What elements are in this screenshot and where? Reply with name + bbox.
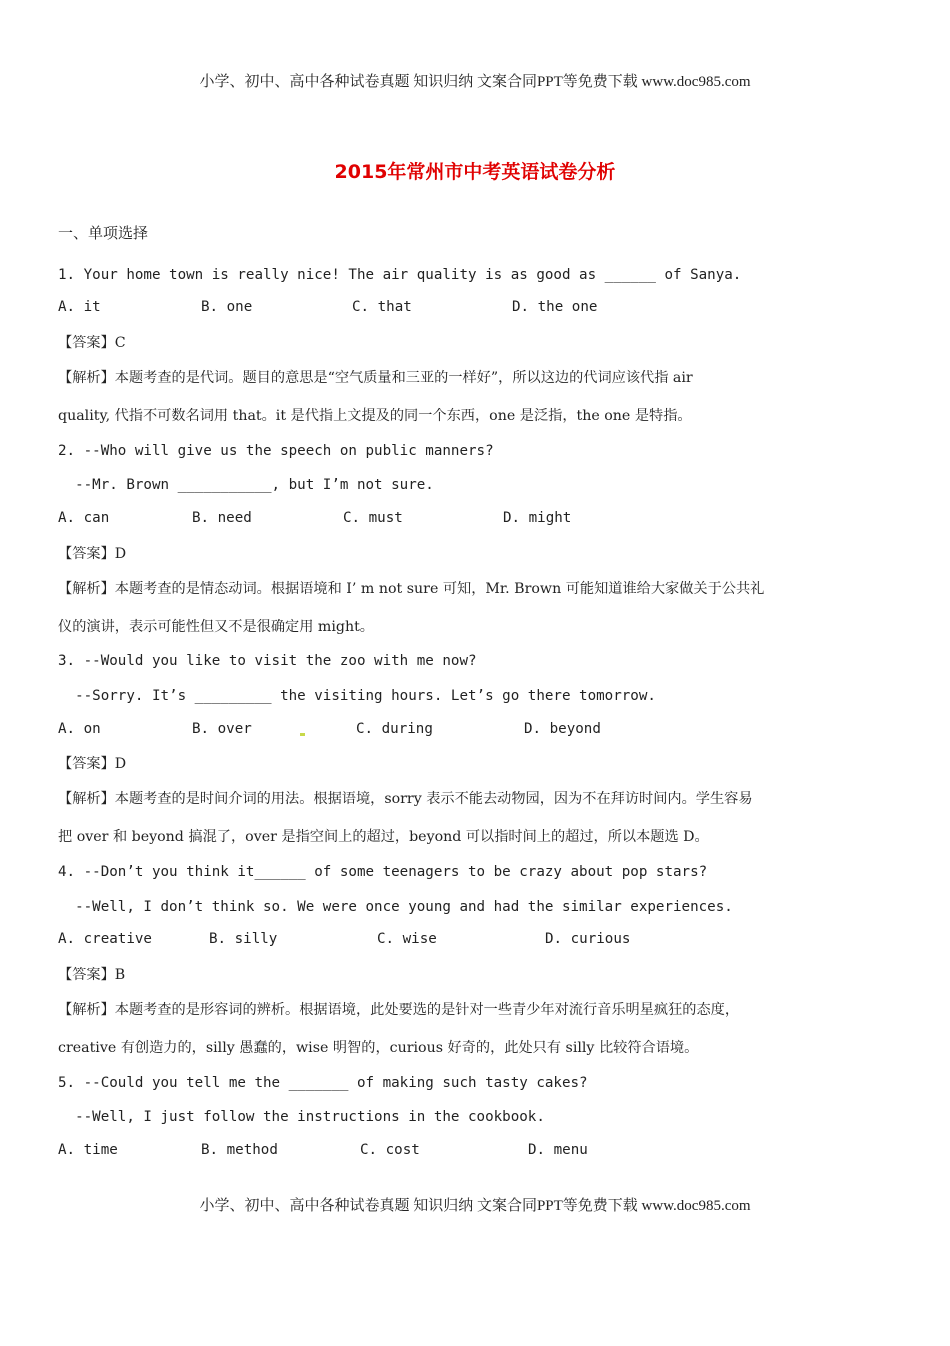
q1-option-d: D. the one [512,299,598,315]
q5-option-d: D. menu [528,1142,588,1158]
question-2-reply: --Mr. Brown ___________, but I’m not sure. [58,477,434,493]
q2-option-d: D. might [503,510,572,526]
q5-option-c: C. cost [360,1142,420,1158]
q3-analysis-line-2: 把 over 和 beyond 搞混了，over 是指空间上的超过，beyond 可以指时间上的超过，所以本题选 D。 [58,829,709,845]
ink-speck [300,733,305,736]
q3-analysis-line-1: 【解析】本题考查的是时间介词的用法。根据语境，sorry 表示不能去动物园，因为不在拜访时间内。学生容易 [58,791,753,807]
q2-analysis-line-1: 【解析】本题考查的是情态动词。根据语境和 I’ m not sure 可知，Mr. Brown 可能知道谁给大家做关于公共礼 [58,581,765,597]
q2-option-a: A. can [58,510,110,526]
q5-option-a: A. time [58,1142,118,1158]
q2-analysis-line-2: 仪的演讲，表示可能性但又不是很确定用 might。 [58,619,374,635]
q4-option-b: B. silly [209,931,278,947]
page-footer: 小学、初中、高中各种试卷真题 知识归纳 文案合同PPT等免费下载 www.doc985.com [199,1198,751,1214]
q1-option-c: C. that [352,299,412,315]
q4-answer: 【答案】B [58,967,126,983]
page-header: 小学、初中、高中各种试卷真题 知识归纳 文案合同PPT等免费下载 www.doc985.com [199,74,751,90]
q4-option-c: C. wise [377,931,437,947]
q2-option-b: B. need [192,510,252,526]
section-heading: 一、单项选择 [58,224,149,242]
question-4-reply: --Well, I don’t think so. We were once young and had the similar experiences. [58,899,733,915]
q3-option-b: B. over [192,721,252,737]
question-4: 4. --Don’t you think it______ of some teenagers to be crazy about pop stars? [58,864,708,880]
q2-answer: 【答案】D [58,546,127,562]
q1-analysis-line-1: 【解析】本题考查的是代词。题目的意思是“空气质量和三亚的一样好”，所以这边的代词应该代指 air [58,370,693,386]
question-1: 1. Your home town is really nice! The air quality is as good as ______ of Sanya. [58,267,742,283]
q4-analysis-line-1: 【解析】本题考查的是形容词的辨析。根据语境，此处要选的是针对一些青少年对流行音乐明星疯狂的态度， [58,1002,740,1018]
q3-option-d: D. beyond [524,721,601,737]
question-3: 3. --Would you like to visit the zoo with me now? [58,653,477,669]
question-2: 2. --Who will give us the speech on public manners? [58,443,494,459]
q4-option-a: A. creative [58,931,152,947]
q1-analysis-line-2: quality, 代指不可数名词用 that。it 是代指上文提及的同一个东西，one 是泛指，the one 是特指。 [58,408,692,424]
q5-option-b: B. method [201,1142,278,1158]
q4-option-d: D. curious [545,931,631,947]
question-5-reply: --Well, I just follow the instructions in the cookbook. [58,1109,545,1125]
q3-answer: 【答案】D [58,756,127,772]
q1-option-b: B. one [201,299,253,315]
q3-option-a: A. on [58,721,101,737]
q1-option-a: A. it [58,299,101,315]
question-5: 5. --Could you tell me the _______ of making such tasty cakes? [58,1075,588,1091]
q4-analysis-line-2: creative 有创造力的，silly 愚蠢的，wise 明智的，curious 好奇的，此处只有 silly 比较符合语境。 [58,1040,699,1056]
q3-option-c: C. during [356,721,433,737]
q1-answer: 【答案】C [58,335,126,351]
question-3-reply: --Sorry. It’s _________ the visiting hours. Let’s go there tomorrow. [58,688,656,704]
q2-option-c: C. must [343,510,403,526]
page-title: 2015年常州市中考英语试卷分析 [334,161,616,183]
